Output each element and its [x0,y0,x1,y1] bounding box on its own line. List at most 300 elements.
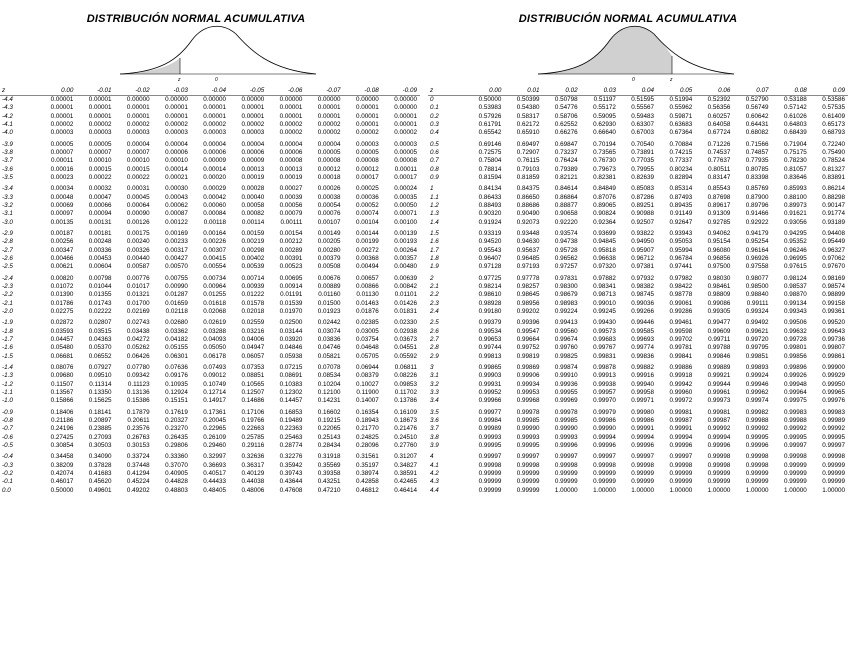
probability-cell: 0.10383 [279,380,303,388]
probability-cell: 0.98537 [783,282,807,290]
right-z-label: z [670,77,673,83]
probability-cell: 0.99918 [669,372,693,380]
probability-cell: 0.99993 [516,433,540,441]
table-row [428,308,848,316]
probability-cell: 0.14686 [241,397,265,405]
row-z-value: -3.0 [2,218,13,226]
table-row [428,397,848,405]
probability-cell: 0.00002 [317,120,341,128]
probability-cell: 0.11702 [394,388,417,396]
probability-cell: 0.00021 [165,173,188,181]
table-row [0,487,420,495]
table-row [428,434,848,442]
probability-cell: 0.00002 [165,120,188,128]
probability-cell: 0.00440 [126,254,150,262]
probability-cell: 0.00032 [88,185,112,193]
row-z-value: -0.6 [2,433,13,441]
probability-cell: 0.01044 [88,282,112,290]
probability-cell: 0.00011 [51,157,74,165]
probability-cell: 0.99801 [783,344,807,352]
probability-cell: 0.00587 [126,263,150,271]
column-header: -0.01 [76,86,114,96]
probability-cell: 0.00029 [203,185,227,193]
row-z-value: -2.0 [2,307,13,315]
probability-cell: 0.12507 [241,388,265,396]
probability-cell: 0.99674 [554,335,578,343]
probability-cell: 0.01618 [203,299,227,307]
left-table [0,86,420,495]
probability-cell: 0.00000 [165,96,188,103]
probability-cell: 0.59095 [593,112,616,120]
probability-cell: 0.99974 [745,397,769,405]
probability-cell: 0.05050 [203,344,227,352]
probability-cell: 0.55567 [631,104,655,112]
probability-cell: 0.63307 [631,120,655,128]
row-z-value: 0.4 [430,129,439,137]
probability-cell: 0.31561 [355,453,379,461]
probability-cell: 0.01970 [279,307,303,315]
probability-cell: 0.43251 [317,478,341,486]
probability-cell: 0.38591 [394,469,417,477]
probability-cell: 0.99981 [707,408,731,416]
probability-cell: 0.99997 [593,453,616,461]
probability-cell: 0.74215 [669,148,693,156]
row-z-value: 2.5 [430,319,439,327]
probability-cell: 0.99981 [669,408,693,416]
probability-cell: 0.00570 [165,263,188,271]
probability-cell: 0.02068 [203,307,227,315]
probability-cell: 0.72575 [478,148,502,156]
probability-cell: 0.96638 [593,254,616,262]
probability-cell: 0.00272 [355,246,379,254]
probability-cell: 0.98713 [593,291,616,299]
probability-cell: 0.99396 [516,319,540,327]
probability-cell: 0.99998 [745,453,769,461]
probability-cell: 0.09680 [50,372,74,380]
probability-cell: 0.98745 [631,291,655,299]
probability-cell: 0.00048 [50,193,74,201]
probability-cell: 0.25463 [279,433,303,441]
probability-cell: 0.87493 [669,193,693,201]
probability-cell: 0.46017 [50,478,74,486]
probability-cell: 0.99999 [593,478,616,486]
probability-cell: 0.86864 [554,193,578,201]
row-z-value: -2.1 [2,299,13,307]
row-z-value: -0.8 [2,417,13,424]
probability-cell: 0.99202 [516,307,540,315]
table-row [428,316,848,327]
right-table [428,86,848,495]
probability-cell: 0.21770 [355,425,379,433]
probability-cell: 0.77337 [669,157,693,165]
probability-cell: 0.09853 [394,380,417,388]
probability-cell: 0.00030 [165,185,188,193]
probability-cell: 0.00006 [279,148,303,156]
probability-cell: 0.99736 [822,335,845,343]
probability-cell: 0.55172 [593,104,616,112]
probability-cell: 0.00012 [317,165,341,173]
probability-cell: 0.01017 [126,282,150,290]
probability-cell: 0.87900 [745,193,769,201]
probability-cell: 0.00002 [50,120,74,128]
probability-cell: 0.01923 [317,307,341,315]
probability-cell: 0.02330 [394,319,417,327]
probability-cell: 0.00326 [126,246,150,254]
probability-cell: 0.68082 [745,129,769,137]
probability-cell: 0.99841 [669,352,693,360]
probability-cell: 0.15625 [88,397,112,405]
probability-cell: 0.32636 [241,453,265,461]
probability-cell: 0.99999 [822,469,845,477]
row-z-value: -2.4 [2,274,13,282]
probability-cell: 0.00007 [50,148,74,156]
table-row [428,381,848,389]
probability-cell: 0.00734 [203,274,227,282]
probability-cell: 0.99910 [554,372,578,380]
probability-cell: 0.00889 [317,282,341,290]
probability-cell: 0.24196 [50,425,74,433]
probability-cell: 0.93699 [593,230,616,238]
probability-cell: 0.98422 [669,282,693,290]
probability-cell: 0.02442 [317,319,341,327]
probability-cell: 0.99991 [669,425,693,433]
probability-cell: 0.08851 [241,372,265,380]
probability-cell: 0.98899 [822,291,845,299]
probability-cell: 0.11507 [51,380,74,388]
table-row [428,194,848,202]
table-row [428,417,848,425]
probability-cell: 0.99953 [516,388,540,396]
probability-cell: 0.94520 [478,238,502,246]
probability-cell: 0.99977 [478,408,502,416]
probability-cell: 0.00004 [317,140,341,148]
probability-cell: 0.99997 [631,453,655,461]
probability-cell: 0.99878 [593,364,616,372]
probability-cell: 0.99819 [516,352,540,360]
probability-cell: 0.99948 [783,380,807,388]
probability-cell: 0.44828 [165,478,188,486]
probability-cell: 0.06057 [241,352,265,360]
probability-cell: 0.98983 [554,299,578,307]
probability-cell: 0.40517 [203,469,227,477]
probability-cell: 0.33360 [165,453,188,461]
probability-cell: 0.30503 [88,441,112,449]
row-z-value: 1.3 [430,210,439,218]
probability-cell: 0.44038 [241,478,265,486]
probability-cell: 0.00480 [394,263,417,271]
probability-cell: 0.99999 [669,469,693,477]
table-row [0,194,420,202]
probability-cell: 0.00466 [50,254,74,262]
probability-cell: 0.99986 [593,417,616,424]
table-row [0,227,420,238]
row-z-value: 3.4 [430,397,439,405]
probability-cell: 0.84849 [593,185,616,193]
probability-cell: 0.00181 [88,230,112,238]
probability-cell: 0.32997 [203,453,227,461]
row-z-value: -1.0 [2,397,13,405]
probability-cell: 0.74857 [745,148,769,156]
row-z-value: -4.4 [2,96,13,103]
probability-cell: 0.00002 [355,129,379,137]
probability-cell: 0.00002 [317,129,341,137]
probability-cell: 0.95254 [745,238,769,246]
probability-cell: 0.99781 [669,344,693,352]
probability-cell: 0.00064 [126,201,150,209]
probability-cell: 0.00939 [241,282,265,290]
probability-cell: 0.80234 [669,165,693,173]
probability-cell: 0.99999 [707,478,731,486]
probability-cell: 0.99968 [516,397,540,405]
probability-cell: 0.10749 [203,380,227,388]
probability-cell: 0.00107 [317,218,341,226]
probability-cell: 0.00004 [126,140,150,148]
probability-cell: 0.97882 [593,274,616,282]
probability-cell: 0.91149 [669,210,693,218]
probability-cell: 0.99992 [707,425,731,433]
probability-cell: 0.00000 [126,96,150,103]
probability-cell: 0.00695 [279,274,303,282]
table-row [428,406,848,417]
probability-cell: 0.51197 [593,96,616,103]
probability-cell: 0.03673 [394,335,417,343]
table-row [428,247,848,255]
probability-cell: 0.98610 [478,291,502,299]
probability-cell: 0.99998 [822,453,845,461]
probability-cell: 0.76424 [554,157,578,165]
probability-cell: 0.93189 [822,218,845,226]
row-z-value: -2.6 [2,254,13,262]
probability-cell: 0.89973 [783,201,807,209]
probability-cell: 0.00094 [88,210,112,218]
probability-cell: 0.80511 [708,165,731,173]
probability-cell: 0.85083 [631,185,655,193]
probability-cell: 0.00025 [355,185,379,193]
probability-cell: 0.03288 [203,327,227,335]
probability-cell: 0.01578 [241,299,265,307]
probability-cell: 0.00453 [88,254,112,262]
probability-cell: 0.99683 [593,335,616,343]
probability-cell: 0.99992 [745,425,769,433]
probability-cell: 0.10204 [317,380,341,388]
right-shaded-area [538,26,672,74]
probability-cell: 0.00003 [241,129,265,137]
probability-cell: 0.00001 [394,112,417,120]
row-z-value: -1.1 [2,388,13,396]
probability-cell: 0.16602 [317,408,341,416]
row-z-value: 3.8 [430,433,439,441]
probability-cell: 0.77035 [631,157,655,165]
probability-cell: 0.99989 [822,417,845,424]
probability-cell: 0.35569 [317,461,341,469]
probability-cell: 0.06426 [126,352,150,360]
probability-cell: 0.08691 [279,372,303,380]
right-zero-label: 0 [632,77,635,83]
probability-cell: 0.99984 [478,417,502,424]
table-row [0,361,420,372]
probability-cell: 0.99998 [669,461,693,469]
probability-cell: 0.00003 [126,129,150,137]
probability-cell: 0.99999 [783,478,807,486]
probability-cell: 0.28096 [355,441,379,449]
probability-cell: 0.04551 [394,344,417,352]
probability-cell: 0.99379 [478,319,502,327]
probability-cell: 0.53188 [783,96,807,103]
probability-cell: 0.78814 [478,165,502,173]
probability-cell: 0.00002 [203,120,227,128]
probability-cell: 0.99962 [745,388,769,396]
probability-cell: 0.48405 [203,486,227,494]
probability-cell: 0.00007 [88,148,112,156]
probability-cell: 0.00914 [279,282,303,290]
probability-cell: 0.99999 [745,478,769,486]
probability-cell: 0.99324 [745,307,769,315]
probability-cell: 0.04182 [165,335,188,343]
probability-cell: 0.00052 [355,201,379,209]
probability-cell: 0.96562 [554,254,578,262]
probability-cell: 0.00022 [88,173,112,181]
probability-cell: 0.00062 [165,201,188,209]
table-row [0,121,420,129]
row-z-value: 1.9 [430,263,439,271]
table-row [428,272,848,283]
column-header: 0.04 [619,86,657,96]
probability-cell: 0.99999 [516,486,540,494]
probability-cell: 0.99989 [478,425,502,433]
probability-cell: 0.00539 [241,263,265,271]
probability-cell: 0.03362 [165,327,188,335]
probability-cell: 0.57142 [783,104,807,112]
probability-cell: 0.40905 [165,469,188,477]
row-z-value: -3.8 [2,148,13,156]
probability-cell: 0.99931 [478,380,502,388]
probability-cell: 0.00169 [165,230,188,238]
probability-cell: 0.99986 [631,417,655,424]
row-z-value: 0.7 [430,157,439,165]
probability-cell: 0.99874 [554,364,578,372]
probability-cell: 0.00016 [50,165,74,173]
probability-cell: 0.99999 [478,486,502,494]
probability-cell: 0.70540 [631,140,655,148]
probability-cell: 0.97932 [631,274,655,282]
probability-cell: 0.99752 [516,344,540,352]
probability-cell: 0.00010 [165,157,188,165]
probability-cell: 0.99994 [669,433,693,441]
probability-cell: 0.99995 [478,441,502,449]
probability-cell: 0.71904 [783,140,807,148]
probability-cell: 0.93943 [669,230,693,238]
probability-cell: 0.99997 [516,453,540,461]
probability-cell: 0.59871 [669,112,693,120]
probability-cell: 0.99547 [516,327,540,335]
probability-cell: 0.02385 [355,319,379,327]
probability-cell: 0.90147 [822,201,845,209]
probability-cell: 0.00001 [241,112,265,120]
probability-cell: 0.35942 [279,461,303,469]
probability-cell: 0.07078 [317,364,341,372]
probability-cell: 0.14917 [203,397,227,405]
probability-cell: 0.00017 [355,173,379,181]
probability-cell: 0.08076 [50,364,74,372]
probability-cell: 0.99999 [822,461,845,469]
probability-cell: 0.93574 [554,230,578,238]
probability-cell: 0.00820 [50,274,74,282]
probability-cell: 0.99994 [631,433,655,441]
row-z-value: 3.2 [430,380,439,388]
probability-cell: 0.97128 [478,263,502,271]
row-z-value: 1.8 [430,254,439,262]
probability-cell: 0.57535 [822,104,845,112]
probability-cell: 0.23270 [165,425,188,433]
probability-cell: 0.07353 [241,364,265,372]
row-z-value: -1.4 [2,364,13,372]
probability-cell: 0.00000 [394,96,417,103]
probability-cell: 0.00280 [317,246,341,254]
left-panel [0,0,420,655]
probability-cell: 0.99664 [516,335,540,343]
table-row [0,149,420,157]
probability-cell: 0.01876 [355,307,379,315]
table-row [0,291,420,299]
table-row [428,291,848,299]
probability-cell: 0.99865 [478,364,502,372]
probability-cell: 0.17361 [203,408,227,416]
row-z-value: 3.9 [430,441,439,449]
probability-cell: 0.99971 [631,397,655,405]
probability-cell: 0.03074 [317,327,341,335]
table-row [0,157,420,165]
probability-cell: 0.99560 [554,327,578,335]
probability-cell: 0.89617 [707,201,731,209]
probability-cell: 0.99813 [478,352,502,360]
row-z-value: -1.7 [2,335,13,343]
table-row [428,219,848,227]
probability-cell: 0.71226 [707,140,731,148]
probability-cell: 0.99266 [631,307,655,315]
table-row [0,129,420,137]
probability-cell: 0.26435 [165,433,188,441]
probability-cell: 0.00027 [279,185,303,193]
probability-cell: 0.00001 [165,112,188,120]
probability-cell: 0.61409 [822,112,845,120]
row-z-value: -1.2 [2,380,13,388]
probability-cell: 0.00000 [203,96,227,103]
probability-cell: 0.97500 [707,263,731,271]
probability-cell: 0.00004 [279,140,303,148]
row-z-value: 2.2 [430,291,439,299]
probability-cell: 0.98809 [707,291,731,299]
probability-cell: 0.16109 [394,408,417,416]
probability-cell: 0.77935 [745,157,769,165]
row-z-value: 1.5 [430,230,439,238]
probability-cell: 0.99492 [745,319,769,327]
probability-cell: 0.99964 [783,388,807,396]
probability-cell: 0.06811 [394,364,417,372]
row-z-value: -0.2 [2,469,13,477]
probability-cell: 0.99111 [746,299,769,307]
probability-cell: 0.00135 [50,218,74,226]
probability-cell: 0.95352 [783,238,807,246]
probability-cell: 0.01539 [279,299,303,307]
probability-cell: 0.00040 [241,193,265,201]
probability-cell: 0.00004 [165,140,188,148]
probability-cell: 0.90658 [554,210,578,218]
probability-cell: 0.88877 [554,201,578,209]
row-z-value: 1.1 [430,193,439,201]
probability-cell: 0.99413 [554,319,578,327]
probability-cell: 0.99134 [783,299,807,307]
probability-cell: 0.00523 [279,263,303,271]
